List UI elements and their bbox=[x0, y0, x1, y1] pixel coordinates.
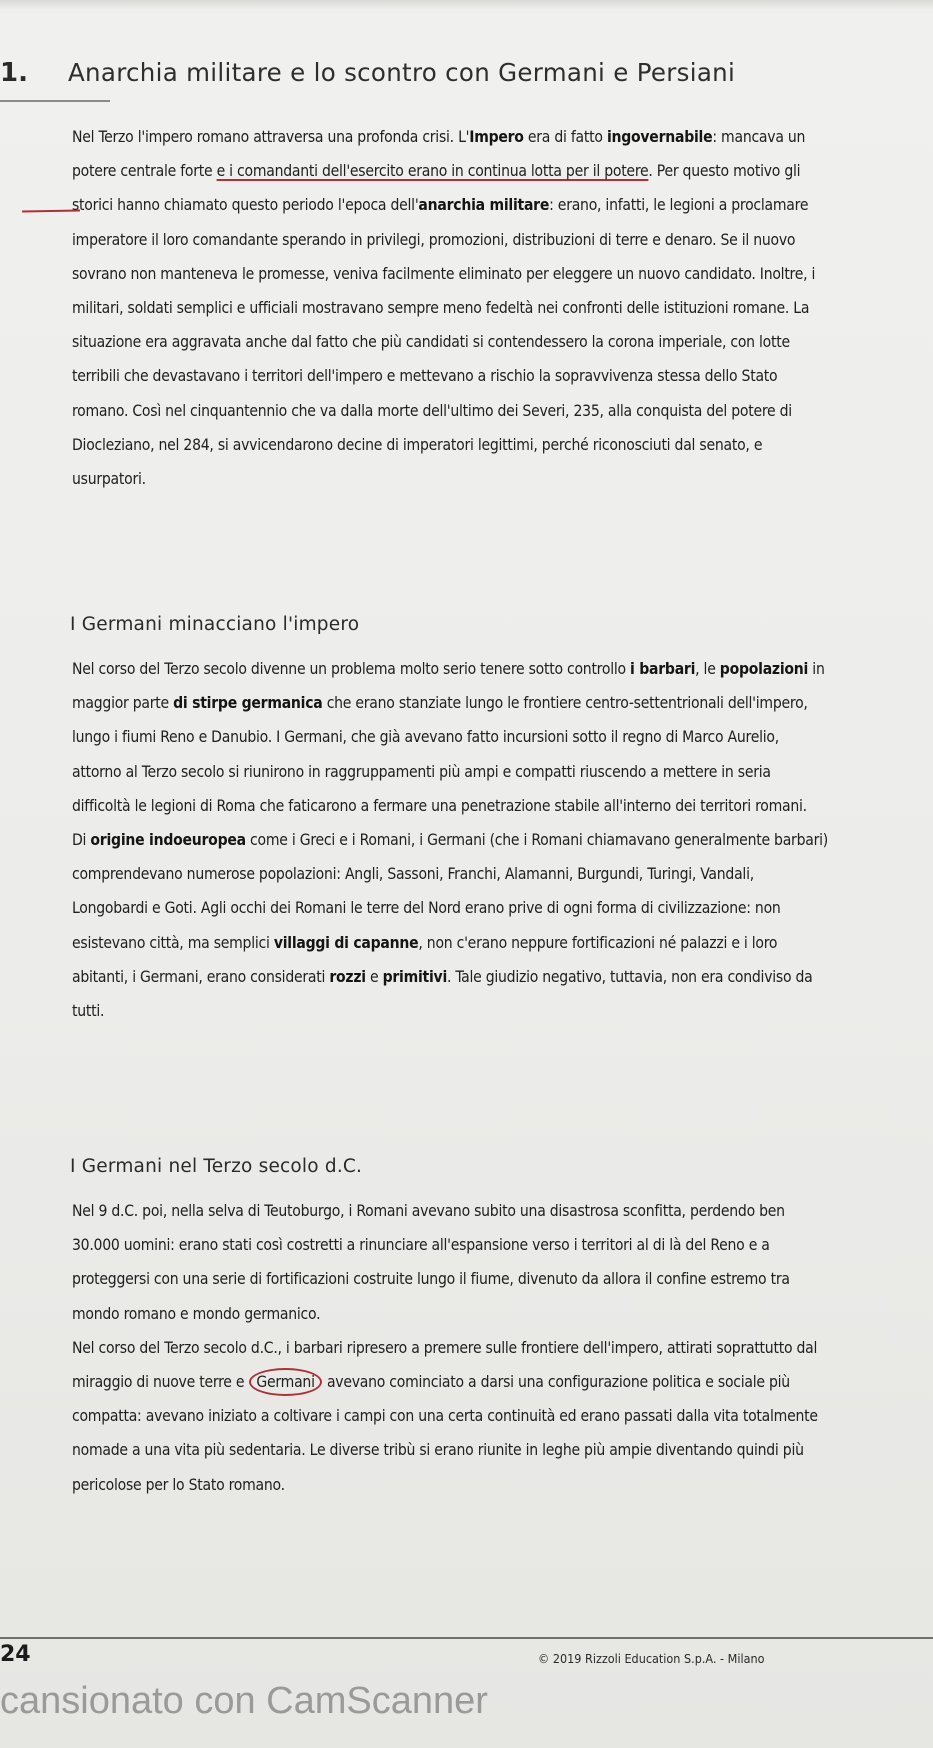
page-number: 24 bbox=[0, 1642, 31, 1667]
paragraph: Nel corso del Terzo secolo d.C., i barbari ripresero a premere sulle frontiere dell'impero, attirati soprattutto dal miraggio di nuove terre e Germani avevano cominciato a darsi una configurazione politica e sociale più compatta: avevano iniziato a coltivare i campi con una certa continuità ed erano passati dalla vita totalmente nomade a una vita più sedentaria. Le diverse tribù si erano riunite in leghe più ampie diventando quindi più pericolose per lo Stato romano. bbox=[72, 1338, 818, 1494]
bold-term: Impero bbox=[469, 128, 524, 146]
germani-minacciano-section bbox=[72, 652, 832, 1028]
bold-term: villaggi di capanne bbox=[273, 933, 419, 952]
section-number-rule bbox=[0, 100, 110, 102]
intro-text: Nel Terzo l'impero romano attraversa una profonda crisi. L'Impero era di fatto ingovernabile: mancava un potere centrale forte e i comandanti dell'esercito erano in continua lotta per il potere. Per questo motivo gli storici hanno chiamato questo periodo l'epoca dell'anarchia militare: erano, infatti, le legioni a proclamare imperatore il loro comandante sperando in privilegi, promozioni, distribuzioni di terre e denaro. Se il nuovo sovrano non manteneva le promesse, veniva facilmente eliminato per eleggere un nuovo candidato. Inoltre, i militari, soldati semplici e ufficiali mostravano sempre meno fedeltà nei confronti delle istituzioni romane. La situazione era aggravata anche dal fatto che più candidati si contendessero la corona imperiale, con lotte terribili che devastavano i territori dell'impero e mettevano a rischio la sopravvivenza stessa dello Stato romano. Così nel cinquantennio che va dalla morte dell'ultimo dei Severi, 235, alla conquista del potere di Diocleziano, nel 284, si avvicendarono decine di imperatori legittimi, perché riconosciuti dal senato, e usurpatori. bbox=[72, 128, 816, 489]
section-number: 1. bbox=[0, 58, 28, 88]
paragraph: Di origine indoeuropea come i Greci e i Romani, i Germani (che i Romani chiamavano generalmente barbari) comprendevano numerose popolazioni: Angli, Sassoni, Franchi, Alamanni, Burgundi, Turingi, Vandali, Longobardi e Goti. Agli occhi dei Romani le terre del Nord erano prive di ogni forma di civilizzazione: non esistevano città, ma semplici villaggi di capanne, non c'erano neppure fortificazioni né palazzi e i loro abitanti, i Germani, erano considerati rozzi e primitivi. Tale giudizio negativo, tuttavia, non era condiviso da tutti. bbox=[72, 831, 828, 1021]
pen-underlined-text: e i comandanti dell'esercito erano in continua lotta per il potere bbox=[216, 162, 649, 181]
bold-term: i barbari bbox=[630, 660, 696, 678]
bold-term: origine indoeuropea bbox=[90, 831, 246, 850]
paragraph: Nel 9 d.C. poi, nella selva di Teutoburgo, i Romani avevano subito una disastrosa sconfitta, perdendo ben 30.000 uomini: erano stati così costretti a rinunciare all'espansione verso i territori al di là del Reno e a proteggersi con una serie di fortificazioni costruite lungo il fiume, divenuto da allora il confine estremo tra mondo romano e mondo germanico. bbox=[72, 1202, 790, 1323]
pen-circled-word: Germani bbox=[249, 1368, 321, 1396]
subheading-germani-terzo-secolo: I Germani nel Terzo secolo d.C. bbox=[70, 1156, 363, 1177]
germani-terzo-secolo-section bbox=[72, 1194, 832, 1502]
copyright-notice: © 2019 Rizzoli Education S.p.A. - Milano bbox=[538, 1651, 765, 1666]
bold-term: popolazioni bbox=[719, 660, 809, 678]
footer-rule bbox=[0, 1637, 933, 1639]
bold-term: rozzi bbox=[329, 967, 366, 986]
bold-term: anarchia militare bbox=[418, 196, 550, 215]
paragraph: Nel corso del Terzo secolo divenne un problema molto serio tenere sotto controllo i barbari, le popolazioni in maggior parte di stirpe germanica che erano stanziate lungo le frontiere centro-settentrionali dell'impero, lungo i fiumi Reno e Danubio. I Germani, che già avevano fatto incursioni sotto il regno di Marco Aurelio, attorno al Terzo secolo si riunirono in raggruppamenti più ampi e compatti riuscendo a mettere in seria difficoltà le legioni di Roma che faticarono a fermare una penetrazione stabile all'interno dei territori romani. bbox=[72, 660, 825, 815]
subheading-germani-minacciano: I Germani minacciano l'impero bbox=[70, 614, 360, 635]
intro-paragraph bbox=[72, 120, 832, 496]
bold-term: di stirpe germanica bbox=[173, 694, 323, 713]
scanner-watermark: cansionato con CamScanner bbox=[0, 1680, 488, 1722]
bold-term: primitivi bbox=[382, 967, 447, 986]
page-top-shadow bbox=[0, 0, 933, 10]
chapter-title: Anarchia militare e lo scontro con Germani e Persiani bbox=[68, 58, 736, 87]
bold-term: ingovernabile bbox=[606, 128, 713, 146]
